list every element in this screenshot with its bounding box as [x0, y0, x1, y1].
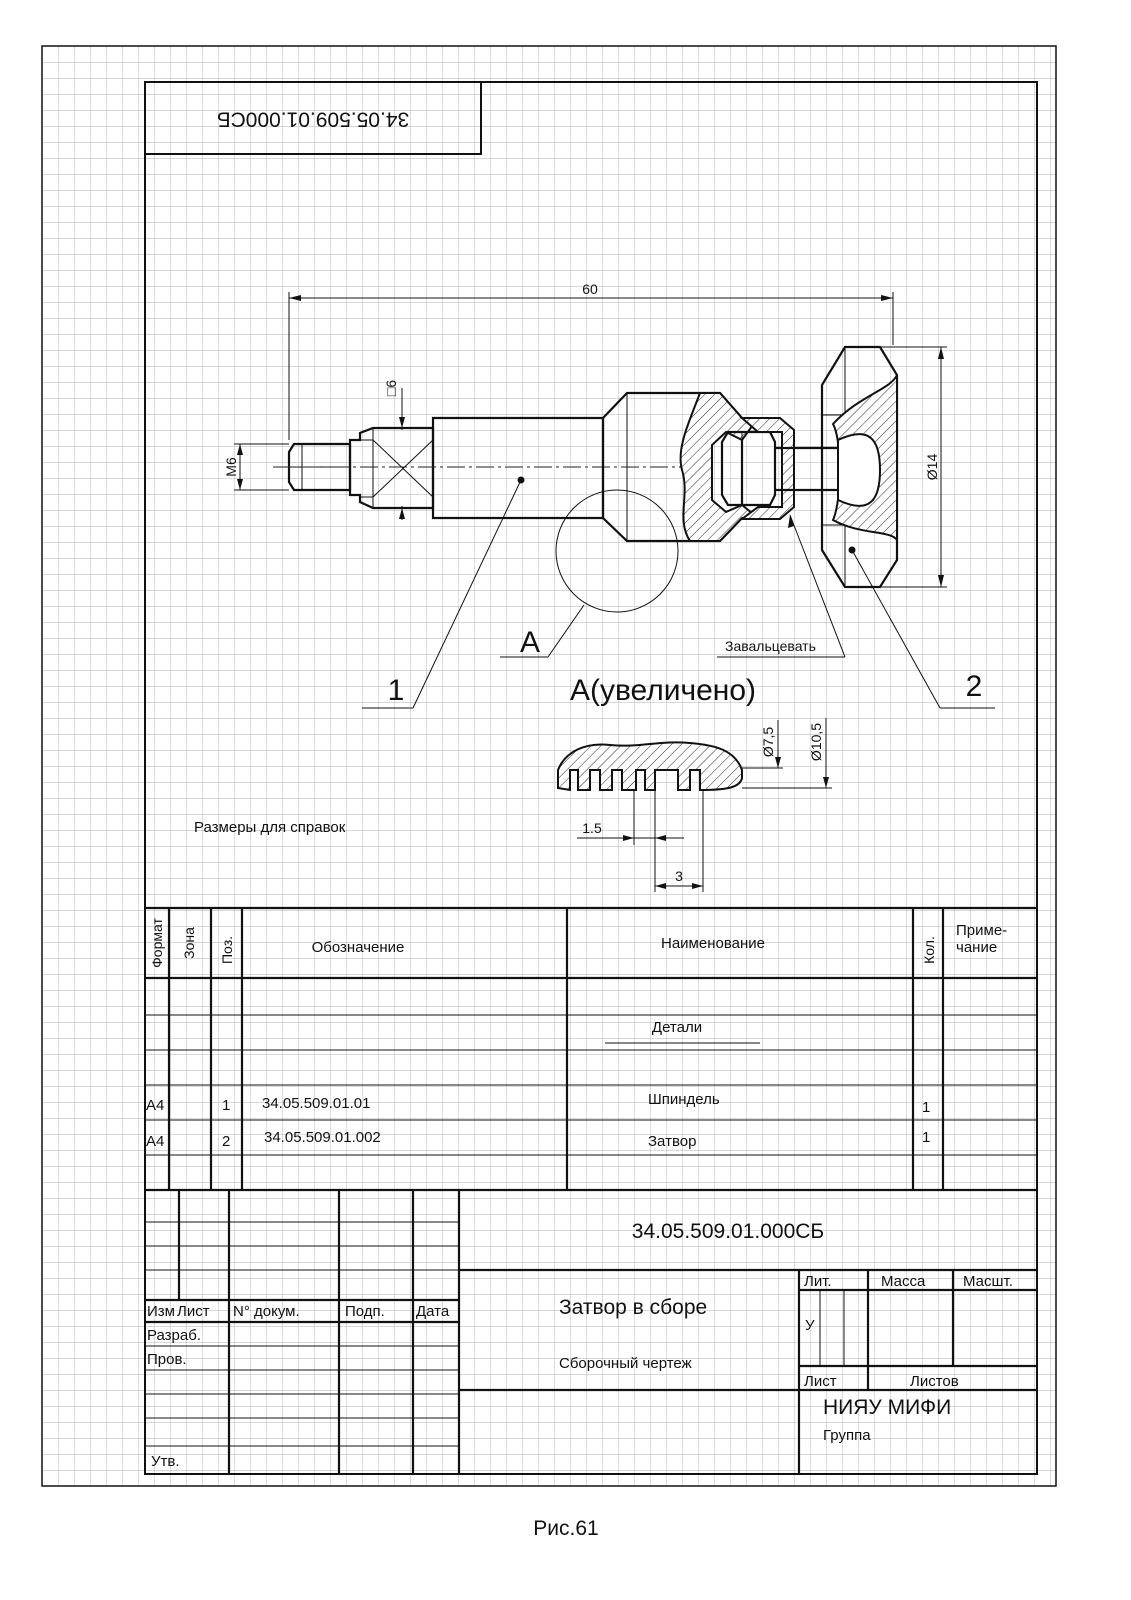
document-subtitle: Сборочный чертеж	[559, 1355, 692, 1372]
group-label: Группа	[823, 1427, 871, 1444]
lit-value: У	[805, 1317, 815, 1334]
row-1-qty: 1	[922, 1099, 931, 1116]
row-2-name: Затвор	[648, 1133, 697, 1150]
header-sign: Подп.	[345, 1303, 385, 1320]
header-qty: Кол.	[921, 936, 937, 964]
row-2-qty: 1	[922, 1129, 931, 1146]
organization-name: НИЯУ МИФИ	[823, 1396, 952, 1419]
row-1-pos: 1	[222, 1097, 231, 1114]
header-name: Наименование	[661, 935, 765, 952]
reference-note: Размеры для справок	[194, 819, 346, 836]
dimension-length-value: 60	[582, 281, 598, 297]
header-sheets: Листов	[910, 1373, 959, 1390]
row-2-format: A4	[146, 1133, 165, 1150]
header-list: Лист	[177, 1303, 210, 1320]
figure-caption: Рис.61	[533, 1517, 599, 1540]
title-block-code: 34.05.509.01.000СБ	[631, 1220, 825, 1243]
dimension-square: □6	[383, 379, 399, 397]
header-zone: Зона	[181, 927, 197, 959]
header-doc: N° докум.	[233, 1303, 300, 1320]
role-checker: Пров.	[147, 1351, 187, 1368]
header-note: Приме- чание	[956, 922, 1008, 956]
dimension-thread: M6	[223, 457, 239, 477]
role-developer: Разраб.	[147, 1327, 202, 1344]
header-date: Дата	[416, 1303, 450, 1320]
dimension-groove-large: Ø10,5	[808, 722, 824, 762]
row-2-designation: 34.05.509.01.002	[264, 1129, 381, 1146]
row-2-pos: 2	[222, 1133, 231, 1150]
dimension-pitch: 3	[675, 868, 683, 884]
role-approver: Утв.	[151, 1453, 180, 1470]
dimension-groove-small: Ø7,5	[760, 726, 776, 758]
section-title: Детали	[651, 1019, 703, 1036]
dimension-head-diameter: Ø14	[924, 453, 940, 481]
view-label-a: A	[519, 626, 541, 659]
row-1-designation: 34.05.509.01.01	[262, 1095, 371, 1112]
row-1-format: A4	[146, 1097, 165, 1114]
roll-note-text: Завальцевать	[725, 638, 816, 654]
callout-2-text: 2	[965, 670, 983, 703]
detail-title: A(увеличено)	[569, 674, 757, 707]
document-title: Затвор в сборе	[559, 1296, 708, 1319]
header-izm: Изм	[147, 1303, 175, 1320]
header-mass: Масса	[881, 1273, 926, 1290]
dimension-step: 1.5	[582, 820, 602, 836]
header-lit: Лит.	[804, 1273, 832, 1290]
callout-1-text: 1	[387, 674, 405, 707]
header-designation: Обозначение	[311, 939, 405, 956]
header-pos: Поз.	[219, 936, 235, 964]
header-format: Формат	[149, 918, 165, 968]
mirrored-code-text: 34.05.509.01.000СБ	[216, 107, 410, 131]
row-1-name: Шпиндель	[648, 1091, 720, 1108]
header-scale: Масшт.	[963, 1273, 1013, 1290]
header-sheet: Лист	[804, 1373, 837, 1390]
